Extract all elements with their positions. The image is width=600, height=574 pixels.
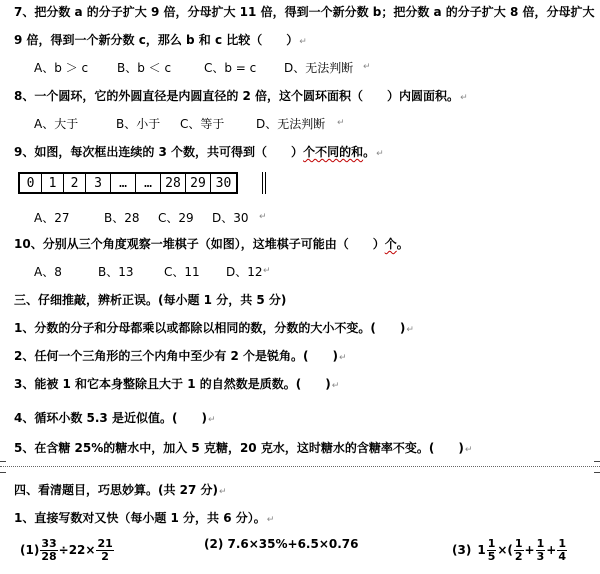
q8-option-a: A、大于 <box>34 117 79 131</box>
q10-option-d: D、12 <box>226 265 263 279</box>
strip-cell: 28 <box>161 174 186 192</box>
fraction: $\frac{1}{3}$ <box>536 537 545 563</box>
fraction: $\frac{1}{5}$ <box>487 537 496 563</box>
strip-cell: … <box>136 174 161 192</box>
section3-item-5: 5、在含糖 25%的糖水中，加入 5 克糖，20 克水，这时糖水的含糖率不变。( )↵ <box>14 441 473 455</box>
section3-item-1: 1、分数的分子和分母都乘以或都除以相同的数，分数的大小不变。( )↵ <box>14 321 414 335</box>
q8-option-b: B、小于 <box>116 117 161 131</box>
section4-title: 四、看清题目，巧思妙算。(共 27 分)↵ <box>14 483 227 497</box>
q9-option-a: A、27 <box>34 211 70 225</box>
q9-text: 9、如图，每次框出连续的 3 个数，共可得到（ ）个不同的和。↵ <box>14 145 384 159</box>
q9-option-d: D、30 <box>212 211 249 225</box>
q9-option-b: B、28 <box>104 211 140 225</box>
page-break-marker <box>0 461 6 473</box>
section4-sub1: 1、直接写数对又快（每小题 1 分，共 6 分）。↵ <box>14 511 275 525</box>
section3-item-2: 2、任何一个三角形的三个内角中至少有 2 个是锐角。( )↵ <box>14 349 347 363</box>
q7-option-c: C、b = c <box>204 61 257 75</box>
strip-cell: … <box>111 174 136 192</box>
q7-line1: 7、把分数 a 的分子扩大 9 倍，分母扩大 11 倍，得到一个新分数 b；把分数 a 的分子扩大 8 倍，分母扩大 <box>14 5 595 19</box>
fraction: $\frac{1}{2}$ <box>514 537 523 563</box>
section3-item-3: 3、能被 1 和它本身整除且大于 1 的自然数是质数。( )↵ <box>14 377 340 391</box>
calc-3: (3) 1 $\frac{1}{5}$ ×( $\frac{1}{2}$ + $\frac{1}{3}$ + $\frac{1}{4}$ <box>452 537 566 563</box>
q9-option-c: C、29 <box>158 211 194 225</box>
fraction: $\frac{33}{28}$ <box>41 537 57 563</box>
q10-text: 10、分别从三个角度观察一堆棋子（如图），这堆棋子可能由（ ）个。 <box>14 237 409 251</box>
q7-option-a: A、b ＞ c <box>34 61 89 75</box>
strip-cell: 30 <box>215 175 232 191</box>
q8-text: 8、一个圆环，它的外圆直径是内圆直径的 2 倍，这个圆环面积（ ）内圆面积。↵ <box>14 89 468 103</box>
q10-option-c: C、11 <box>164 265 200 279</box>
q8-option-c: C、等于 <box>180 117 225 131</box>
strip-cell: 2 <box>64 174 86 192</box>
fraction: $\frac{1}{4}$ <box>558 537 566 563</box>
section3-item-4: 4、循环小数 5.3 是近似值。( )↵ <box>14 411 216 425</box>
q10-option-a: A、8 <box>34 265 62 279</box>
strip-end-marker <box>262 172 266 194</box>
strip-cell: 29 <box>186 174 211 192</box>
strip-cell: 0 <box>20 174 42 192</box>
fraction: $\frac{21}{2}$ <box>97 537 113 563</box>
page-break-line <box>0 466 600 467</box>
section3-title: 三、仔细推敲，辨析正误。(每小题 1 分，共 5 分) <box>14 293 287 307</box>
q7-line2: 9 倍，得到一个新分数 c，那么 b 和 c 比较（ ）↵ <box>14 33 307 47</box>
q7-option-b: B、b ＜ c <box>117 61 172 75</box>
page-break-marker <box>594 461 600 473</box>
strip-cell: 3 <box>86 174 111 192</box>
number-strip <box>18 172 238 194</box>
calc-2: (2) 7.6×35%+6.5×0.76 <box>204 537 359 551</box>
q10-option-b: B、13 <box>98 265 134 279</box>
calc-1: (1) $\frac{33}{28}$ ÷22× $\frac{21}{2}$ <box>20 537 113 563</box>
q8-option-d: D、无法判断 <box>256 117 326 131</box>
q7-option-d: D、无法判断 <box>284 61 354 75</box>
strip-cell: 1 <box>42 174 64 192</box>
